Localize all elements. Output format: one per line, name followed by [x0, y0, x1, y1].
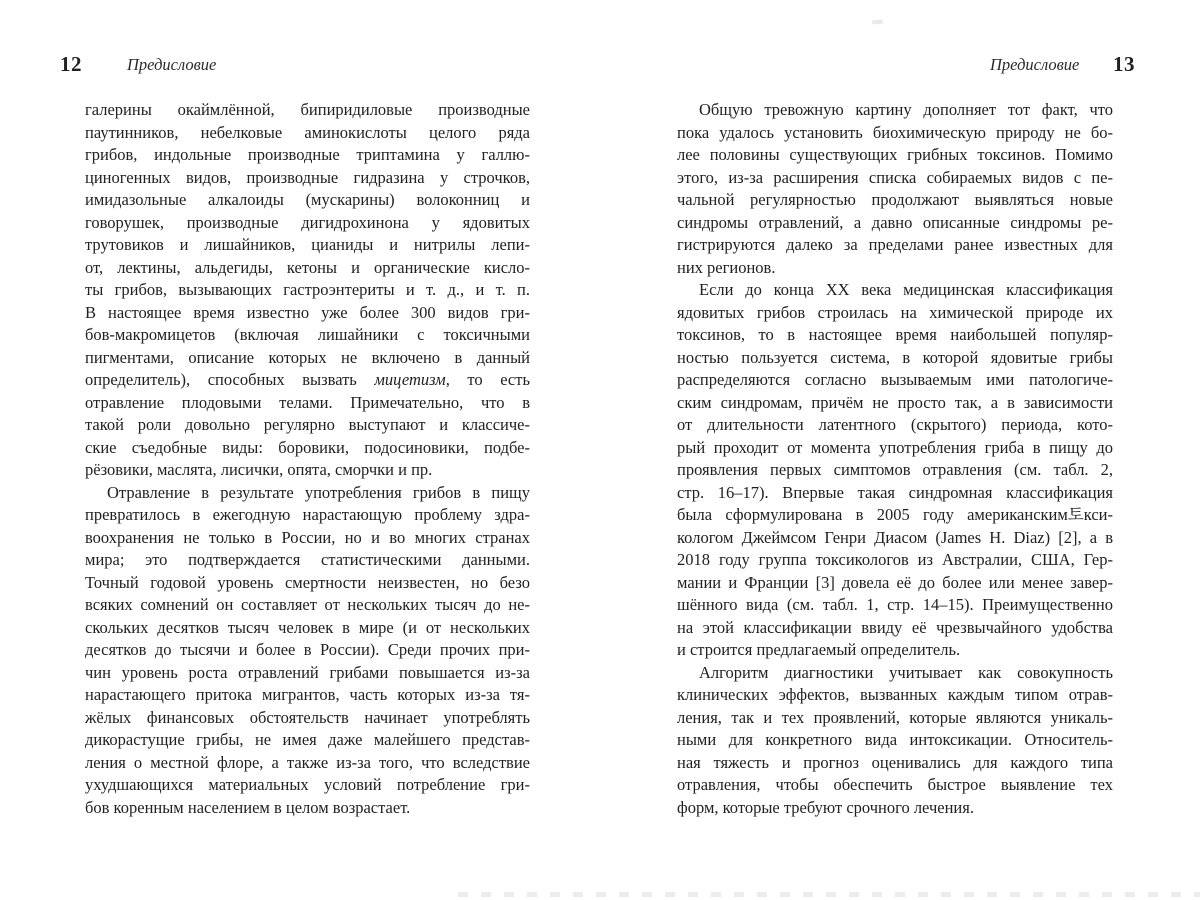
text-line: Алгоритм диагностики учитывает как совокупность: [699, 662, 1113, 682]
text-line: бов-макромицетов (включая лишайники с токсичными: [85, 325, 530, 344]
text-line: на этой классификации ввиду её чрезвычайного удобства: [677, 617, 1113, 637]
text-line: чин уровень роста отравлений грибами повышается из-за: [85, 662, 530, 682]
text-line: шённого вида (см. табл. 1, стр. 14–15). Преимущественно: [677, 595, 1113, 614]
left-running-head-title: Предисловие: [127, 55, 217, 74]
text-line: галерины окаймлённой, бипиридиловые производные: [85, 100, 530, 119]
text-line: них регионов.: [677, 257, 776, 277]
left-page-body: [85, 99, 530, 819]
text-line: жёлых финансовых обстоятельств начинает употреблять: [85, 707, 530, 727]
text-line: скольких десятков тысяч человек в мире (и от нескольких: [85, 617, 530, 637]
text-line: ядовитых грибов строилась на химической природе их: [677, 302, 1113, 322]
scan-smudge-artifact: [872, 20, 883, 25]
text-line: была сформулирована в 2005 году американским토кси-: [677, 505, 1113, 524]
text-line: нарастающего притока мигрантов, часть которых из-за тя-: [85, 685, 530, 704]
text-line: токсинов, то в настоящее время наибольшей популяр-: [677, 325, 1113, 344]
text-line: определитель), способных вызвать мицетизм, то есть: [85, 370, 530, 389]
text-line: от длительности латентного (скрытого) периода, кото-: [677, 415, 1113, 434]
text-line: Общую тревожную картину дополняет тот факт, что: [699, 100, 1113, 119]
text-line: имидазольные алкалоиды (мускарины) волоконниц и: [85, 190, 530, 209]
text-line: ная тяжесть и прогноз оценивались для каждого типа: [677, 752, 1113, 772]
text-line: проявления первых симптомов отравления (см. табл. 2,: [677, 460, 1113, 479]
text-line: Точный годовой уровень смертности неизвестен, но безо: [85, 572, 530, 592]
text-line: ностью пользуется система, в которой ядовитые грибы: [677, 347, 1113, 367]
text-line: трутовиков и лишайников, цианиды и нитрилы лепи-: [85, 235, 530, 254]
text-line: ские съедобные виды: боровики, подосиновики, подбе-: [85, 437, 530, 457]
text-line: воохранения не только в России, но и во многих странах: [85, 527, 530, 547]
text-line: ления о местной флоре, а также из-за того, что вследствие: [85, 752, 530, 772]
scan-dashed-edge-artifact: [458, 892, 1200, 897]
text-line: говорушек, производные дигидрохинона у ядовитых: [85, 212, 530, 232]
text-line: рый проходит от момента употребления гриба в пищу до: [677, 437, 1113, 457]
text-line: десятков до тысячи и более в России). Среди прочих при-: [85, 640, 530, 659]
paragraph: [677, 662, 1113, 820]
text-line: чальной регулярностью продолжают выявляться новые: [677, 190, 1113, 209]
text-line: отравление плодовыми телами. Примечательно, что в: [85, 392, 530, 412]
right-running-head-title: Предисловие: [990, 55, 1080, 74]
text-line: паутинников, небелковые аминокислоты целого ряда: [85, 122, 530, 142]
text-line: дикорастущие грибы, не имея даже малейшего представ-: [85, 730, 530, 749]
text-line: распределяются согласно вызываемым ими патологиче-: [677, 370, 1113, 389]
text-line: ления, так и тех проявлений, которые являются уникаль-: [677, 707, 1113, 727]
text-line: от, лектины, альдегиды, кетоны и органические кисло-: [85, 257, 530, 277]
text-line: пигментами, описание которых не включено в данный: [85, 347, 530, 367]
paragraph: [677, 99, 1113, 279]
paragraph: [85, 99, 530, 482]
text-line: такой роли довольно регулярно выступают и классиче-: [85, 415, 530, 434]
text-line: и строится предлагаемый определитель.: [677, 640, 961, 659]
text-line: ским синдромам, причём не просто так, а в зависимости: [677, 392, 1113, 412]
text-line: ухудшающихся материальных условий потребление гри-: [85, 775, 530, 794]
paragraph: [677, 279, 1113, 662]
text-line: ными для конкретного вида интоксикации. Относитель-: [677, 730, 1113, 749]
text-line: гистрируются далеко за пределами ранее известных для: [677, 235, 1113, 254]
text-line: В настоящее время известно уже более 300 видов гри-: [85, 302, 530, 322]
text-line: лее половины существующих грибных токсинов. Помимо: [677, 145, 1113, 164]
text-line: превратилось в ежегодную нарастающую проблему здра-: [85, 505, 530, 524]
text-line: ты грибов, вызывающих гастроэнтериты и т. д., и т. п.: [85, 280, 530, 299]
left-page-number: 12: [60, 52, 82, 76]
text-line: всяких сомнений он составляет от нескольких тысяч до не-: [85, 595, 530, 614]
text-line: этого, из-за расширения списка собираемых видов с пе-: [677, 167, 1113, 187]
text-line: мании и Франции [3] довела её до более или менее завер-: [677, 572, 1113, 592]
text-line: 2018 году группа токсикологов из Австралии, США, Гер-: [677, 550, 1113, 569]
text-line: форм, которые требуют срочного лечения.: [677, 797, 974, 817]
text-line: синдромы отравлений, а давно описанные синдромы ре-: [677, 212, 1113, 232]
paragraph: [85, 482, 530, 820]
right-page-body: [677, 99, 1113, 819]
text-line: отравления, чтобы обеспечить быстрое выявление тех: [677, 775, 1113, 794]
text-line: пока удалось установить биохимическую природу не бо-: [677, 122, 1113, 142]
text-line: кологом Джеймсом Генри Диасом (James H. Diaz) [2], а в: [677, 527, 1113, 547]
text-line: мира; это подтверждается статистическими данными.: [85, 550, 530, 569]
text-line: Отравление в результате употребления грибов в пищу: [107, 482, 530, 502]
text-line: бов коренным населением в целом возрастает.: [85, 797, 411, 817]
text-line: циногенных видов, производные гидразина у строчков,: [85, 167, 530, 187]
right-page-number: 13: [1113, 52, 1135, 76]
text-line: рёзовики, маслята, лисички, опята, сморчки и пр.: [85, 460, 433, 479]
text-line: клинических эффектов, вызванных каждым типом отрав-: [677, 685, 1113, 704]
text-line: Если до конца XX века медицинская классификация: [699, 280, 1113, 299]
text-line: грибов, индольные производные триптамина у галлю-: [85, 145, 530, 164]
text-line: стр. 16–17). Впервые такая синдромная классификация: [677, 482, 1113, 502]
